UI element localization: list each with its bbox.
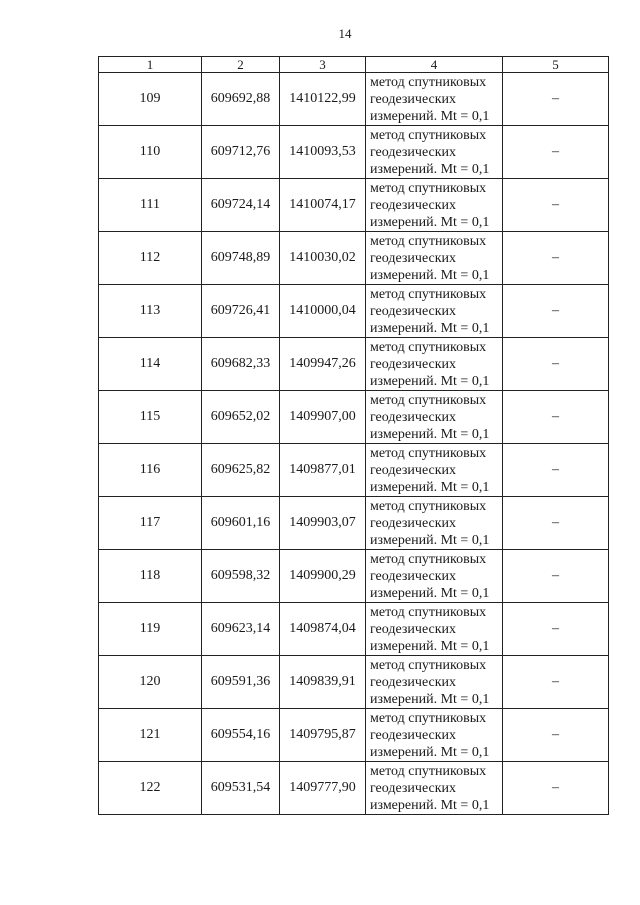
table-row	[99, 762, 609, 815]
cell-x-coordinate: 609724,14	[202, 179, 280, 232]
cell-method: метод спутниковых геодезических измерений. Mt = 0,1	[366, 603, 503, 656]
table-row	[99, 603, 609, 656]
cell-point-number: 118	[99, 550, 202, 603]
table-row	[99, 656, 609, 709]
cell-method: метод спутниковых геодезических измерений. Mt = 0,1	[366, 338, 503, 391]
table-row	[99, 232, 609, 285]
cell-y-coordinate: 1410093,53	[280, 126, 366, 179]
coordinates-table	[98, 56, 609, 815]
cell-point-number: 110	[99, 126, 202, 179]
column-header-point: 1	[99, 57, 202, 73]
cell-note: –	[503, 550, 609, 603]
table-row	[99, 497, 609, 550]
cell-x-coordinate: 609598,32	[202, 550, 280, 603]
cell-method: метод спутниковых геодезических измерений. Mt = 0,1	[366, 762, 503, 815]
cell-y-coordinate: 1409839,91	[280, 656, 366, 709]
table-row	[99, 550, 609, 603]
cell-note: –	[503, 179, 609, 232]
cell-point-number: 121	[99, 709, 202, 762]
cell-y-coordinate: 1409907,00	[280, 391, 366, 444]
cell-note: –	[503, 126, 609, 179]
cell-note: –	[503, 338, 609, 391]
cell-x-coordinate: 609591,36	[202, 656, 280, 709]
cell-method: метод спутниковых геодезических измерений. Mt = 0,1	[366, 73, 503, 126]
cell-x-coordinate: 609748,89	[202, 232, 280, 285]
header-row	[99, 57, 609, 73]
cell-x-coordinate: 609623,14	[202, 603, 280, 656]
cell-y-coordinate: 1410074,17	[280, 179, 366, 232]
cell-point-number: 114	[99, 338, 202, 391]
cell-point-number: 113	[99, 285, 202, 338]
cell-point-number: 119	[99, 603, 202, 656]
cell-point-number: 120	[99, 656, 202, 709]
cell-note: –	[503, 391, 609, 444]
cell-point-number: 116	[99, 444, 202, 497]
column-header-y: 3	[280, 57, 366, 73]
table-body	[99, 73, 609, 815]
cell-method: метод спутниковых геодезических измерений. Mt = 0,1	[366, 126, 503, 179]
cell-x-coordinate: 609652,02	[202, 391, 280, 444]
cell-y-coordinate: 1409777,90	[280, 762, 366, 815]
cell-point-number: 111	[99, 179, 202, 232]
cell-method: метод спутниковых геодезических измерений. Mt = 0,1	[366, 656, 503, 709]
cell-x-coordinate: 609625,82	[202, 444, 280, 497]
cell-method: метод спутниковых геодезических измерений. Mt = 0,1	[366, 550, 503, 603]
table-row	[99, 338, 609, 391]
cell-note: –	[503, 73, 609, 126]
table-row	[99, 126, 609, 179]
cell-x-coordinate: 609554,16	[202, 709, 280, 762]
cell-y-coordinate: 1409877,01	[280, 444, 366, 497]
column-header-note: 5	[503, 57, 609, 73]
table-row	[99, 391, 609, 444]
cell-method: метод спутниковых геодезических измерений. Mt = 0,1	[366, 285, 503, 338]
cell-y-coordinate: 1409795,87	[280, 709, 366, 762]
table-row	[99, 285, 609, 338]
cell-x-coordinate: 609726,41	[202, 285, 280, 338]
column-header-x: 2	[202, 57, 280, 73]
cell-note: –	[503, 232, 609, 285]
column-header-method: 4	[366, 57, 503, 73]
cell-x-coordinate: 609692,88	[202, 73, 280, 126]
cell-point-number: 117	[99, 497, 202, 550]
table-row	[99, 709, 609, 762]
cell-note: –	[503, 709, 609, 762]
cell-y-coordinate: 1409947,26	[280, 338, 366, 391]
cell-y-coordinate: 1410122,99	[280, 73, 366, 126]
table-row	[99, 444, 609, 497]
cell-note: –	[503, 497, 609, 550]
cell-y-coordinate: 1410030,02	[280, 232, 366, 285]
cell-x-coordinate: 609531,54	[202, 762, 280, 815]
cell-method: метод спутниковых геодезических измерений. Mt = 0,1	[366, 444, 503, 497]
cell-x-coordinate: 609601,16	[202, 497, 280, 550]
cell-y-coordinate: 1410000,04	[280, 285, 366, 338]
cell-note: –	[503, 656, 609, 709]
cell-x-coordinate: 609682,33	[202, 338, 280, 391]
cell-method: метод спутниковых геодезических измерений. Mt = 0,1	[366, 179, 503, 232]
cell-note: –	[503, 444, 609, 497]
cell-y-coordinate: 1409903,07	[280, 497, 366, 550]
cell-point-number: 122	[99, 762, 202, 815]
cell-y-coordinate: 1409874,04	[280, 603, 366, 656]
cell-method: метод спутниковых геодезических измерений. Mt = 0,1	[366, 709, 503, 762]
page-number: 14	[338, 26, 352, 41]
table-row	[99, 73, 609, 126]
cell-method: метод спутниковых геодезических измерений. Mt = 0,1	[366, 391, 503, 444]
cell-method: метод спутниковых геодезических измерений. Mt = 0,1	[366, 497, 503, 550]
cell-note: –	[503, 603, 609, 656]
cell-point-number: 109	[99, 73, 202, 126]
cell-point-number: 112	[99, 232, 202, 285]
table-row	[99, 179, 609, 232]
cell-x-coordinate: 609712,76	[202, 126, 280, 179]
cell-point-number: 115	[99, 391, 202, 444]
cell-y-coordinate: 1409900,29	[280, 550, 366, 603]
cell-note: –	[503, 285, 609, 338]
cell-method: метод спутниковых геодезических измерений. Mt = 0,1	[366, 232, 503, 285]
cell-note: –	[503, 762, 609, 815]
